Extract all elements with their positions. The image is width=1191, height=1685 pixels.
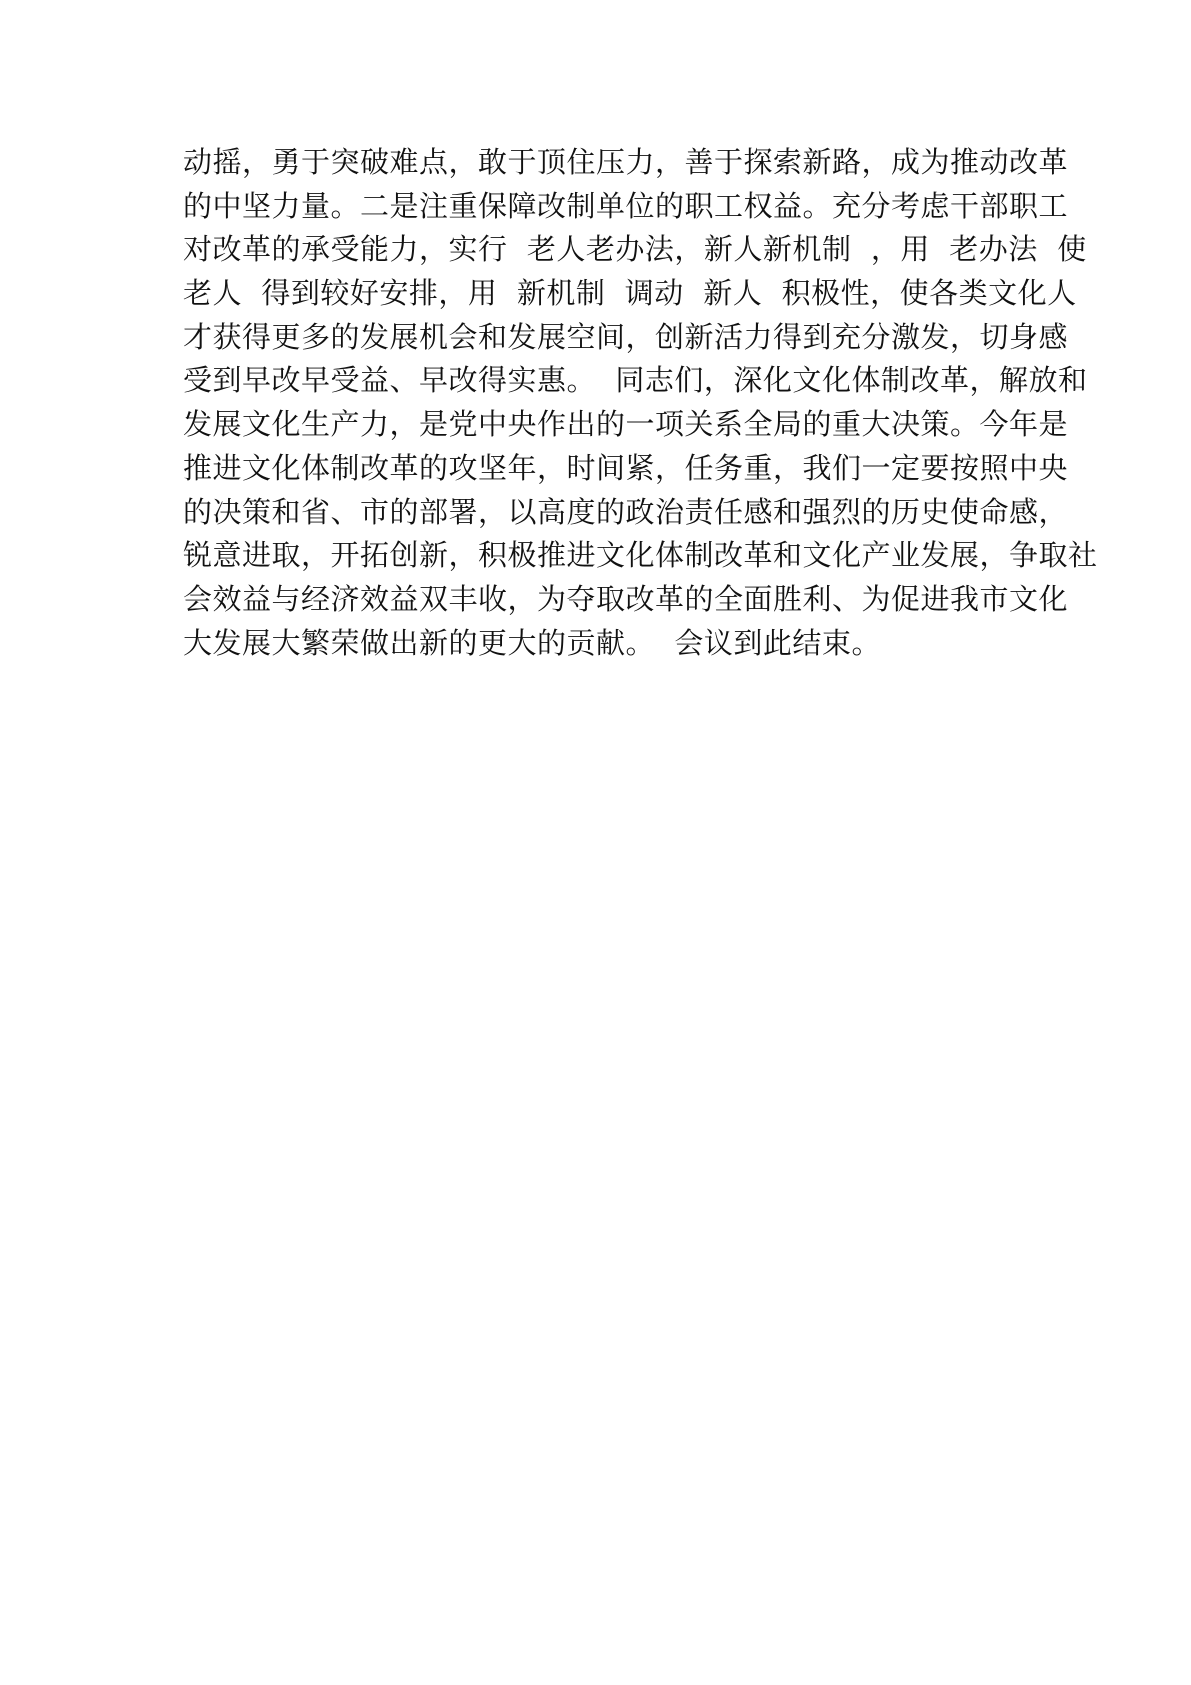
text-line: 受到早改早受益、早改得实惠。 同志们，深化文化体制改革，解放和 [183, 363, 1088, 398]
text-line: 的决策和省、市的部署，以高度的政治责任感和强烈的历史使命感， [183, 494, 1069, 529]
text-line: 的中坚力量。二是注重保障改制单位的职工权益。充分考虑干部职工 [183, 188, 1069, 223]
text-line: 才获得更多的发展机会和发展空间，创新活力得到充分激发，切身感 [183, 319, 1069, 354]
text-line: 老人 得到较好安排，用 新机制 调动 新人 积极性，使各类文化人 [183, 276, 1077, 311]
text-line: 大发展大繁荣做出新的更大的贡献。 会议到此结束。 [183, 625, 881, 660]
text-line: 动摇，勇于突破难点，敢于顶住压力，善于探索新路，成为推动改革 [183, 145, 1069, 179]
text-line: 发展文化生产力，是党中央作出的一项关系全局的重大决策。今年是 [183, 407, 1069, 442]
text-line: 对改革的承受能力，实行 老人老办法，新人新机制 ，用 老办法 使 [183, 232, 1087, 267]
body-text [183, 141, 1098, 665]
text-line: 会效益与经济效益双丰收，为夺取改革的全面胜利、为促进我市文化 [183, 581, 1069, 616]
text-line: 推进文化体制改革的攻坚年，时间紧，任务重，我们一定要按照中央 [183, 450, 1069, 485]
text-line: 锐意进取，开拓创新，积极推进文化体制改革和文化产业发展，争取社 [183, 538, 1098, 573]
